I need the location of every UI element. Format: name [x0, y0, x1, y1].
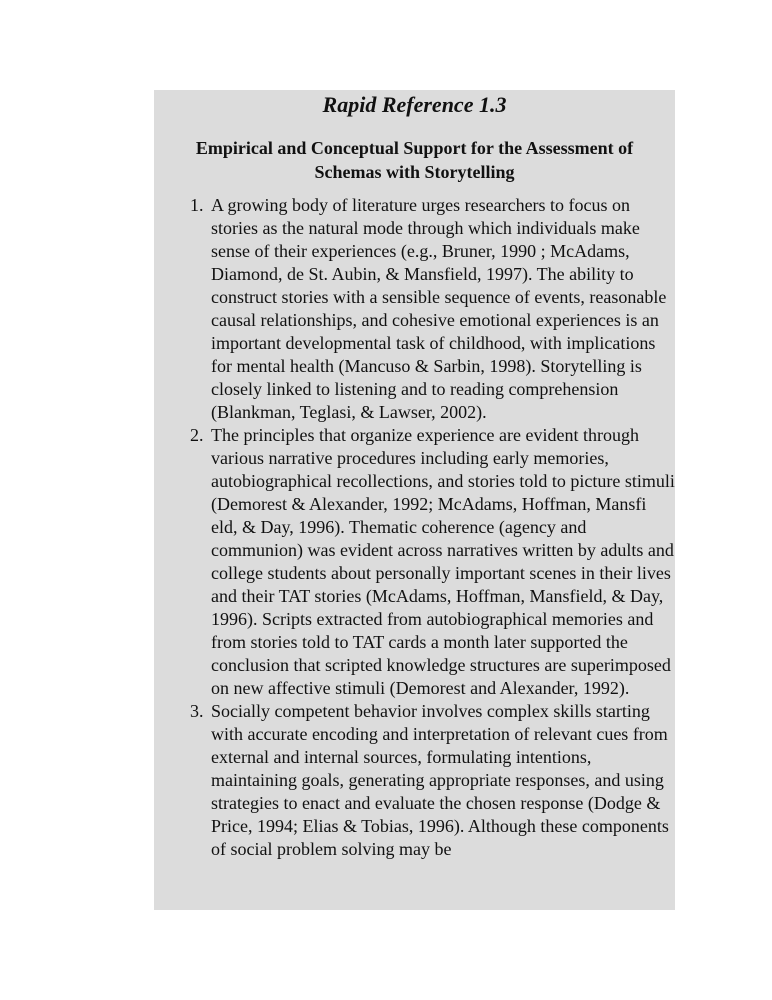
list-item [154, 194, 675, 424]
box-subtitle: Empirical and Conceptual Support for the Assessment of Schemas with Storytelling [195, 138, 634, 182]
rapid-reference-box [154, 90, 675, 910]
reference-list [154, 194, 675, 861]
item-text: A growing body of literature urges researchers to focus on stories as the natural mode through which individuals make sense of their experiences (e.g., Bruner, 1990 ; McAdams, Diamond, de St. Aubin, & Mansfield, 1997). The ability to construct stories with a sensible sequence of events, reasonable causal relationships, and cohesive emotional experiences is an important developmental task of childhood, with implications for mental health (Mancuso & Sarbin, 1998). Storytelling is closely linked to listening and to reading comprehension (Blankman, Teglasi, & Lawser, 2002). [211, 195, 667, 422]
item-text: Socially competent behavior involves complex skills starting with accurate encoding and interpretation of relevant cues from external and internal sources, formulating intentions, maintaining goals, generating appropriate responses, and using strategies to enact and evaluate the chosen response (Dodge & Price, 1994; Elias & Tobias, 1996). Although these components of social problem solving may be [211, 701, 669, 859]
box-title: Rapid Reference 1.3 [322, 92, 507, 117]
list-item [154, 424, 675, 700]
item-text: The principles that organize experience are evident through various narrative procedures including early memories, autobiographical recollections, and stories told to picture stimuli (Demorest & Alexander, 1992; McAdams, Hoffman, Mansfi eld, & Day, 1996). Thematic coherence (agency and communion) was evident across narratives written by adults and college students about personally important scenes in their lives and their TAT stories (McAdams, Hoffman, Mansfield, & Day, 1996). Scripts extracted from autobiographical memories and from stories told to TAT cards a month later supported the conclusion that scripted knowledge structures are superimposed on new affective stimuli (Demorest and Alexander, 1992). [211, 425, 675, 698]
list-item [154, 700, 675, 861]
item-number: 2. [190, 425, 204, 445]
item-number: 1. [190, 195, 204, 215]
item-number: 3. [190, 701, 204, 721]
